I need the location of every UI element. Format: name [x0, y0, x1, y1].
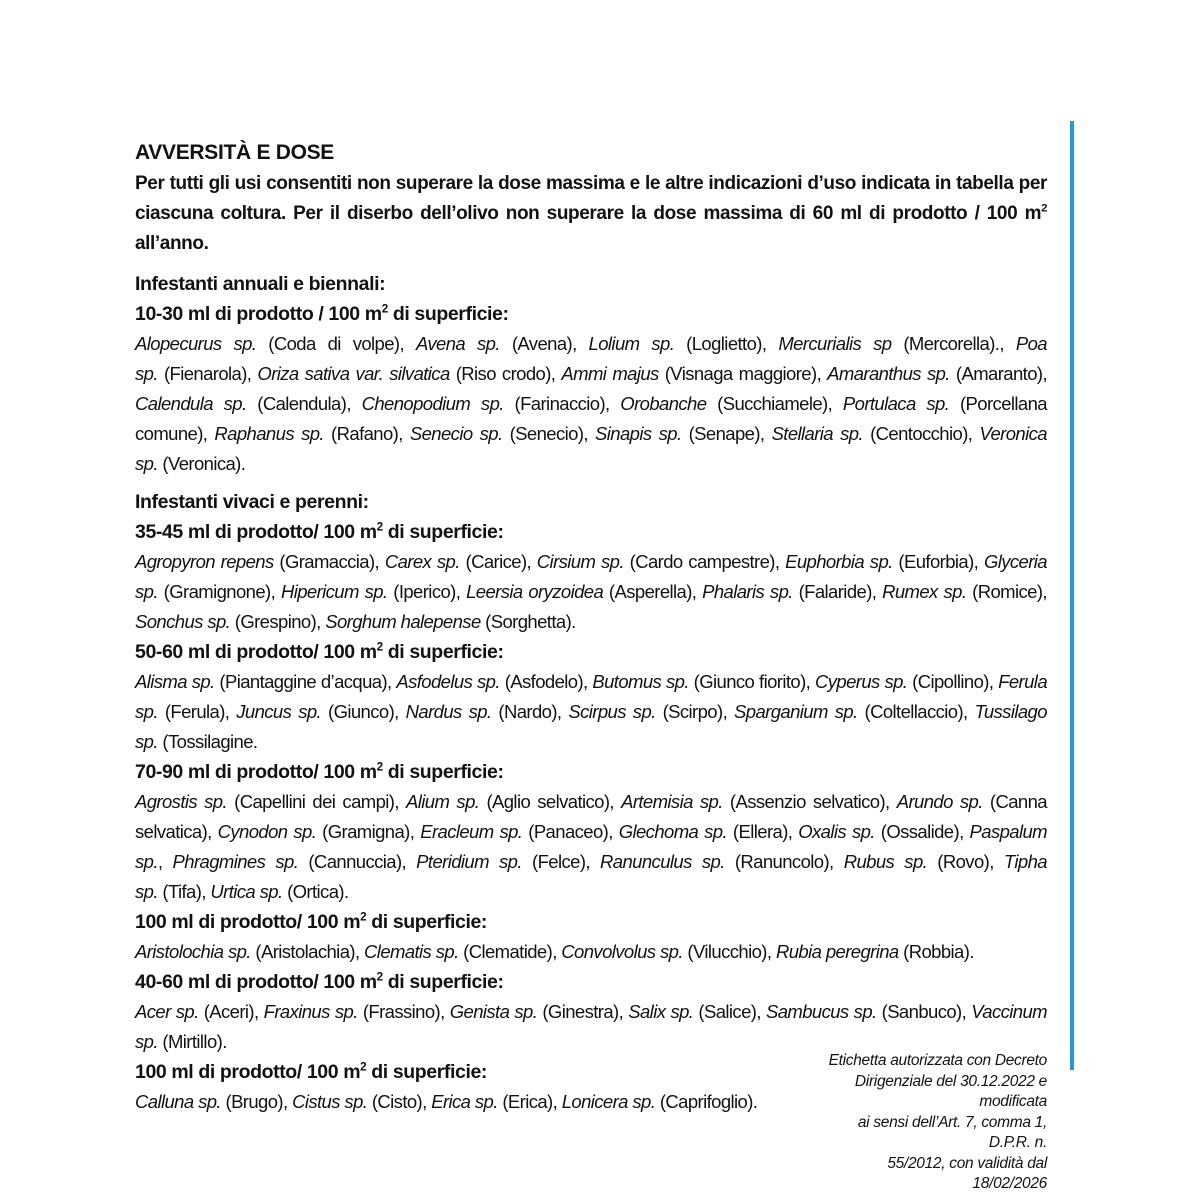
species-common-name: (Assenzio selvatico): [722, 791, 886, 812]
species-common-name: (Nardo): [491, 701, 557, 722]
species-latin-name: Cynodon sp.: [217, 821, 317, 842]
species-common-name: (Caprifoglio): [655, 1091, 753, 1112]
intro-superscript: 2: [1041, 202, 1047, 215]
section-heading: Infestanti annuali e biennali:: [135, 273, 386, 295]
species-latin-name: Amaranthus sp.: [827, 363, 950, 384]
species-latin-name: Hipericum sp.: [280, 581, 388, 602]
species-common-name: (Ortica): [282, 881, 344, 902]
dose-text-after: di superficie:: [382, 641, 504, 663]
species-latin-name: Oriza sativa var. silvatica: [257, 363, 450, 384]
species-latin-name: Aristolochia sp.: [135, 941, 251, 962]
dose-text: 40-60 ml di prodotto/ 100 m: [135, 971, 377, 993]
authorization-note-line: Dirigenziale del 30.12.2022 e modificata: [854, 1072, 1047, 1110]
species-latin-name: Alium sp.: [406, 791, 480, 812]
dose-heading: [135, 967, 1047, 997]
species-latin-name: Stellaria sp.: [771, 423, 863, 444]
species-common-name: (Succhiamele): [706, 393, 828, 414]
species-common-name: (Coltellaccio): [857, 701, 964, 722]
species-common-name: (Sanbuco): [876, 1001, 962, 1022]
species-latin-name: Ferula sp.: [135, 671, 1048, 722]
species-common-name: (Clematide): [458, 941, 553, 962]
species-latin-name: Scirpus sp.: [568, 701, 656, 722]
species-list: Calluna sp. (Brugo), Cistus sp. (Cisto), Erica sp. (Erica), Lonicera sp. (Caprifoglio).: [135, 1091, 758, 1112]
species-latin-name: Lonicera sp.: [561, 1091, 656, 1112]
dose-text: 10-30 ml di prodotto / 100 m: [135, 303, 382, 325]
dose-heading: [135, 1057, 803, 1087]
species-common-name: (Centocchio): [862, 423, 968, 444]
species-latin-name: Pteridium sp.: [416, 851, 522, 872]
species-latin-name: Veronica sp.: [135, 423, 1047, 474]
species-latin-name: Juncus sp.: [236, 701, 322, 722]
species-common-name: (Senape): [681, 423, 760, 444]
species-common-name: (Gramignone): [157, 581, 271, 602]
species-common-name: (Falaride): [792, 581, 872, 602]
species-common-name: (Felce): [521, 851, 586, 872]
species-latin-name: Calendula sp.: [135, 393, 247, 414]
authorization-note-line: 55/2012, con validità dal 18/02/2026: [887, 1154, 1047, 1192]
species-common-name: (Vilucchio): [682, 941, 767, 962]
species-common-name: (Panaceo): [522, 821, 609, 842]
species-latin-name: Mercurialis sp: [778, 333, 892, 354]
dose-heading: [135, 907, 1047, 937]
species-latin-name: Vaccinum sp.: [135, 1001, 1047, 1052]
species-latin-name: Calluna sp.: [135, 1091, 221, 1112]
intro-paragraph: [135, 169, 1047, 259]
species-latin-name: Eracleum sp.: [420, 821, 523, 842]
species-latin-name: Urtica sp.: [210, 881, 283, 902]
species-common-name: (Giunco fiorito): [688, 671, 806, 692]
species-latin-name: Senecio sp.: [409, 423, 503, 444]
species-latin-name: Glyceria sp.: [135, 551, 1047, 602]
species-latin-name: Paspalum sp.: [135, 821, 1047, 872]
species-common-name: (Fienarola): [157, 363, 247, 384]
dose-text-after: di superficie:: [382, 761, 504, 783]
species-latin-name: Carex sp.: [384, 551, 460, 572]
species-common-name: (Romice): [966, 581, 1043, 602]
species-latin-name: Alopecurus sp.: [135, 333, 257, 354]
species-latin-name: Agropyron repens: [135, 551, 274, 572]
species-latin-name: Sorghum halepense: [325, 611, 481, 632]
species-list: Agrostis sp. (Capellini dei campi), Alium sp. (Aglio selvatico), Artemisia sp. (Assenzio selvatico), Arundo sp. (Canna selvatica), Cynodon sp. (Gramigna), Eracleum sp. (Panaceo), Glechoma sp. (Ellera), Oxalis sp. (Ossalide), Paspalum sp., Phragmines sp. (Cannuccia), Pteridium sp. (Felce), Ranunculus sp. (Ranuncolo), Rubus sp. (Rovo), Tipha sp. (Tifa), Urtica sp. (Ortica).: [135, 791, 1047, 902]
species-latin-name: Arundo sp.: [896, 791, 983, 812]
species-list: Agropyron repens (Gramaccia), Carex sp. (Carice), Cirsium sp. (Cardo campestre), Euphorbia sp. (Euforbia), Glyceria sp. (Gramignone), Hipericum sp. (Iperico), Leersia oryzoidea (Asperella), Phalaris sp. (Falaride), Rumex sp. (Romice), Sonchus sp. (Grespino), Sorghum halepense (Sorghetta).: [135, 551, 1047, 632]
accent-vertical-rule: [1070, 121, 1074, 1070]
species-latin-name: Sonchus sp.: [135, 611, 231, 632]
species-common-name: (Farinaccio): [503, 393, 606, 414]
species-common-name: (Rafano): [323, 423, 399, 444]
species-latin-name: Ammi majus: [561, 363, 659, 384]
species-common-name: (Erica): [497, 1091, 553, 1112]
species-latin-name: Euphorbia sp.: [785, 551, 893, 572]
species-latin-name: Convolvolus sp.: [561, 941, 683, 962]
dose-heading: [135, 517, 1047, 547]
species-common-name: (Gramigna): [316, 821, 410, 842]
dose-superscript: 2: [360, 1060, 367, 1074]
species-latin-name: Orobanche: [620, 393, 707, 414]
species-latin-name: Nardus sp.: [405, 701, 492, 722]
species-common-name: (Iperico): [387, 581, 456, 602]
intro-text-after: all’anno.: [135, 233, 209, 254]
species-latin-name: Oxalis sp.: [798, 821, 875, 842]
species-common-name: (Carice): [459, 551, 527, 572]
dose-heading: [135, 299, 1047, 329]
species-latin-name: Cyperus sp.: [814, 671, 908, 692]
species-common-name: (Gramaccia): [273, 551, 375, 572]
species-common-name: (Tossilagine: [157, 731, 253, 752]
authorization-note: [827, 1051, 1047, 1195]
species-list: Alisma sp. (Piantaggine d’acqua), Asfodelus sp. (Asfodelo), Butomus sp. (Giunco fiorito), Cyperus sp. (Cipollino), Ferula sp. (Ferula), Juncus sp. (Giunco), Nardus sp. (Nardo), Scirpus sp. (Scirpo), Sparganium sp. (Coltellaccio), Tussilago sp. (Tossilagine.: [135, 671, 1048, 752]
dose-text: 50-60 ml di prodotto/ 100 m: [135, 641, 377, 663]
species-latin-name: Sambucus sp.: [765, 1001, 877, 1022]
species-latin-name: Tipha sp.: [135, 851, 1047, 902]
species-common-name: (Grespino): [230, 611, 317, 632]
species-latin-name: Glechoma sp.: [618, 821, 728, 842]
dose-superscript: 2: [376, 640, 383, 654]
species-latin-name: Erica sp.: [431, 1091, 498, 1112]
species-common-name: (Veronica): [157, 453, 241, 474]
species-latin-name: Leersia oryzoidea: [466, 581, 604, 602]
species-common-name: (Capellini dei campi): [227, 791, 395, 812]
species-common-name: (Calendula): [246, 393, 347, 414]
species-common-name: (Cannuccia): [298, 851, 402, 872]
dose-heading: [135, 757, 1047, 787]
species-common-name: (Senecio): [502, 423, 584, 444]
species-common-name: (Euforbia): [892, 551, 974, 572]
species-common-name: (Asperella): [603, 581, 692, 602]
last-dose-group: [135, 1057, 827, 1117]
authorization-note-line: Etichetta autorizzata con Decreto: [828, 1052, 1047, 1069]
species-common-name: (Brugo): [220, 1091, 283, 1112]
species-common-name: (Robbia): [898, 941, 970, 962]
species-common-name: (Ferula): [157, 701, 225, 722]
species-common-name: (Porcellana comune): [135, 393, 1047, 444]
species-common-name: (Aristolachia): [250, 941, 355, 962]
species-latin-name: Rubia peregrina: [775, 941, 899, 962]
species-common-name: (Visnaga maggiore): [658, 363, 817, 384]
species-list: Acer sp. (Aceri), Fraxinus sp. (Frassino), Genista sp. (Ginestra), Salix sp. (Salice), Sambucus sp. (Sanbuco), Vaccinum sp. (Mirtillo).: [135, 1001, 1047, 1052]
species-common-name: (Rovo): [927, 851, 990, 872]
species-latin-name: Asfodelus sp.: [396, 671, 500, 692]
species-latin-name: Rumex sp.: [882, 581, 967, 602]
dose-superscript: 2: [376, 760, 383, 774]
species-latin-name: Genista sp.: [449, 1001, 538, 1022]
species-common-name: (Tifa): [157, 881, 202, 902]
species-common-name: (Avena): [499, 333, 573, 354]
species-common-name: (Giunco): [321, 701, 395, 722]
species-latin-name: Agrostis sp.: [135, 791, 228, 812]
species-latin-name: Sparganium sp.: [734, 701, 858, 722]
species-latin-name: Rubus sp.: [843, 851, 928, 872]
species-latin-name: Acer sp.: [135, 1001, 199, 1022]
dose-superscript: 2: [381, 302, 388, 316]
species-common-name: (Ginestra): [537, 1001, 619, 1022]
dose-superscript: 2: [360, 910, 367, 924]
page-title: AVVERSITÀ E DOSE: [135, 141, 335, 164]
dose-superscript: 2: [376, 520, 383, 534]
species-common-name: (Coda di volpe): [256, 333, 400, 354]
species-latin-name: Fraxinus sp.: [263, 1001, 358, 1022]
species-latin-name: Portulaca sp.: [842, 393, 950, 414]
species-latin-name: Sinapis sp.: [595, 423, 682, 444]
species-list: Alopecurus sp. (Coda di volpe), Avena sp. (Avena), Lolium sp. (Loglietto), Mercurialis sp (Mercorella)., Poa sp. (Fienarola), Oriza sativa var. silvatica (Riso crodo), Ammi majus (Visnaga maggiore), Amaranthus sp. (Amaranto), Calendula sp. (Calendula), Chenopodium sp. (Farinaccio), Orobanche (Succhiamele), Portulaca sp. (Porcellana comune), Raphanus sp. (Rafano), Senecio sp. (Senecio), Sinapis sp. (Senape), Stellaria sp. (Centocchio), Veronica sp. (Veronica).: [135, 333, 1047, 474]
intro-text: Per tutti gli usi consentiti non superare la dose massima e le altre indicazioni d’uso indicata in tabella per ciascuna coltura. Per il diserbo dell’olivo non superare la dose massima di 60 ml di prodotto / 100 m: [135, 173, 1047, 224]
species-common-name: (Aceri): [198, 1001, 254, 1022]
last-row: [135, 1052, 1047, 1195]
species-latin-name: Ranunculus sp.: [600, 851, 725, 872]
species-common-name: (Mirtillo): [157, 1031, 223, 1052]
species-list: Aristolochia sp. (Aristolachia), Clematis sp. (Clematide), Convolvolus sp. (Vilucchio), Rubia peregrina (Robbia).: [135, 941, 974, 962]
species-latin-name: Butomus sp.: [592, 671, 689, 692]
species-latin-name: Phragmines sp.: [172, 851, 299, 872]
species-common-name: (Cisto): [367, 1091, 423, 1112]
species-common-name: (Loglietto): [674, 333, 762, 354]
dose-text: 100 ml di prodotto/ 100 m: [135, 911, 361, 933]
species-common-name: (Cardo campestre): [623, 551, 775, 572]
dose-text-after: di superficie:: [387, 303, 509, 325]
dose-text-after: di superficie:: [366, 1061, 488, 1083]
dose-sections: [135, 269, 1047, 1195]
species-common-name: (Scirpo): [655, 701, 723, 722]
dose-heading: [135, 637, 1047, 667]
species-latin-name: Avena sp.: [415, 333, 500, 354]
species-latin-name: Cistus sp.: [292, 1091, 368, 1112]
species-latin-name: Artemisia sp.: [621, 791, 723, 812]
species-common-name: (Frassino): [357, 1001, 441, 1022]
species-latin-name: Chenopodium sp.: [361, 393, 504, 414]
section-heading: Infestanti vivaci e perenni:: [135, 491, 369, 513]
species-common-name: (Sorghetta): [480, 611, 572, 632]
species-latin-name: Clematis sp.: [364, 941, 459, 962]
section-2: [135, 487, 1047, 1195]
species-latin-name: Poa sp.: [135, 333, 1047, 384]
label-content: [135, 139, 1047, 1195]
species-common-name: (Cipollino): [907, 671, 989, 692]
species-common-name: (Piantaggine d’acqua): [214, 671, 388, 692]
species-latin-name: Raphanus sp.: [214, 423, 324, 444]
species-latin-name: Lolium sp.: [588, 333, 675, 354]
dose-text: 35-45 ml di prodotto/ 100 m: [135, 521, 377, 543]
species-common-name: (Riso crodo): [449, 363, 551, 384]
species-common-name: (Amaranto): [949, 363, 1043, 384]
species-common-name: (Asfodelo): [499, 671, 584, 692]
species-latin-name: Cirsium sp.: [536, 551, 624, 572]
species-common-name: (Canna selvatica): [135, 791, 1047, 842]
species-latin-name: Phalaris sp.: [702, 581, 793, 602]
dose-text-after: di superficie:: [382, 971, 504, 993]
species-common-name: (Ossalide): [874, 821, 960, 842]
dose-text-after: di superficie:: [366, 911, 488, 933]
species-latin-name: Salix sp.: [628, 1001, 694, 1022]
species-common-name: (Ellera): [727, 821, 788, 842]
species-latin-name: Tussilago sp.: [135, 701, 1047, 752]
dose-text: 100 ml di prodotto/ 100 m: [135, 1061, 361, 1083]
authorization-note-line: ai sensi dell’Art. 7, comma 1, D.P.R. n.: [857, 1113, 1047, 1151]
species-common-name: (Aglio selvatico): [479, 791, 610, 812]
section-1: [135, 269, 1047, 479]
species-common-name: (Mercorella).: [891, 333, 1000, 354]
dose-text-after: di superficie:: [382, 521, 504, 543]
species-common-name: (Ranuncolo): [724, 851, 830, 872]
dose-text: 70-90 ml di prodotto/ 100 m: [135, 761, 377, 783]
dose-superscript: 2: [376, 970, 383, 984]
species-common-name: (Salice): [693, 1001, 757, 1022]
species-latin-name: Alisma sp.: [135, 671, 215, 692]
